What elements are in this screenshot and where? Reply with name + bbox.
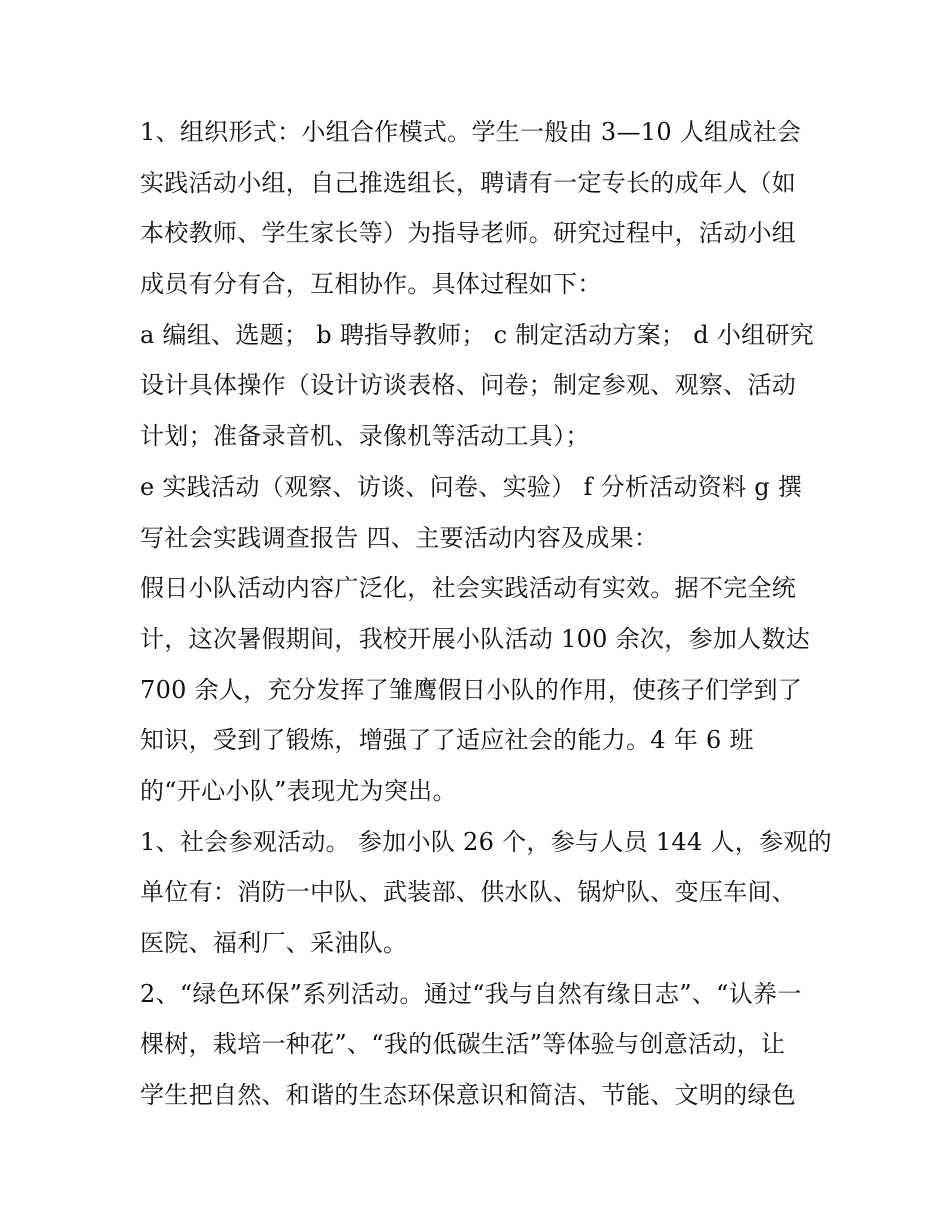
- text-line: 写社会实践调查报告 四、主要活动内容及成果：: [140, 523, 659, 552]
- text-line: 本校教师、学生家长等）为指导老师。研究过程中，活动小组: [140, 219, 797, 248]
- text-line: 知识，受到了锻炼，增强了了适应社会的能力。4 年 6 班: [140, 726, 754, 755]
- text-line: 成员有分有合，互相协作。具体过程如下：: [140, 270, 602, 299]
- text-line: 1、组织形式：小组合作模式。学生一般由 3—10 人组成社会: [140, 118, 802, 146]
- text-line: 学生把自然、和谐的生态环保意识和简洁、节能、文明的绿色: [140, 1081, 797, 1110]
- text-line: 单位有：消防一中队、武装部、供水队、锅炉队、变压车间、: [140, 878, 797, 907]
- text-line: 假日小队活动内容广泛化，社会实践活动有实效。据不完全统: [140, 574, 797, 603]
- text-line: 实践活动小组，自己推选组长，聘请有一定专长的成年人（如: [140, 168, 797, 197]
- text-line: 的“开心小队”表现尤为突出。: [140, 776, 457, 805]
- text-line: 计划；准备录音机、录像机等活动工具）；: [140, 422, 590, 451]
- text-line: 2、“绿色环保”系列活动。通过“我与自然有缘日志”、“认养一: [140, 979, 802, 1008]
- text-line: e 实践活动（观察、访谈、问卷、实验） f 分析活动资料 g 撰: [140, 472, 803, 501]
- text-line: 棵树，栽培一种花”、“我的低碳生活”等体验与创意活动，让: [140, 1030, 786, 1059]
- text-line: 医院、福利厂、采油队。: [140, 929, 408, 957]
- text-line: 1、社会参观活动。 参加小队 26 个，参与人员 144 人，参观的: [140, 827, 832, 856]
- text-line: a 编组、选题； b 聘指导教师； c 制定活动方案； d 小组研究: [140, 320, 815, 349]
- text-line: 设计具体操作（设计访谈表格、问卷；制定参观、观察、活动: [140, 371, 797, 400]
- body-text: [140, 107, 832, 1121]
- text-line: 计，这次暑假期间，我校开展小队活动 100 余次，参加人数达: [140, 624, 811, 653]
- text-line: 700 余人，充分发挥了雏鹰假日小队的作用，使孩子们学到了: [140, 675, 803, 704]
